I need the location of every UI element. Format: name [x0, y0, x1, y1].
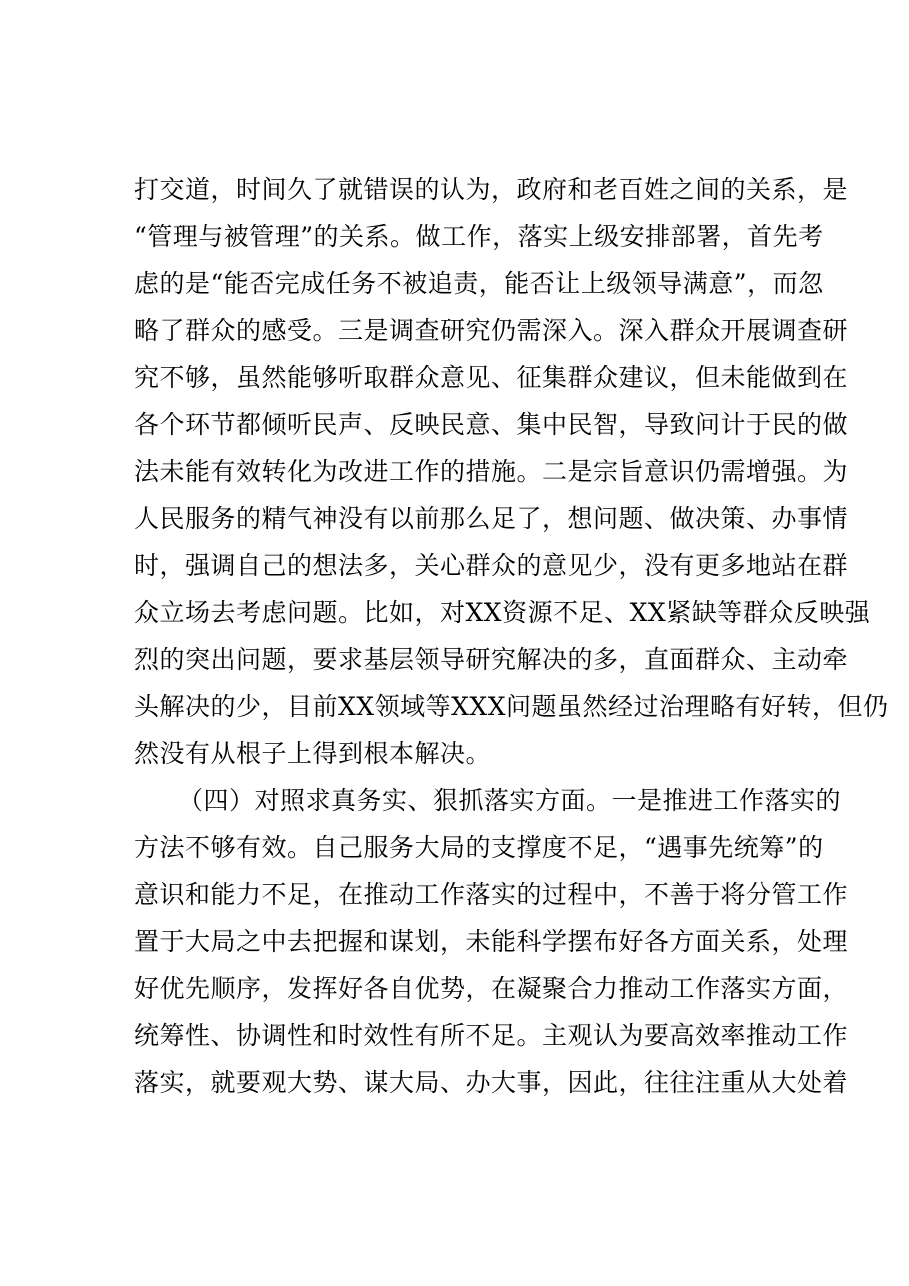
text-line: “管理与被管理”的关系。做工作，落实上级安排部署，首先考	[134, 222, 824, 251]
text-line: 众立场去考虑问题。比如，对XX资源不足、XX紧缺等群众反映强	[134, 598, 871, 627]
text-line: 意识和能力不足，在推动工作落实的过程中，不善于将分管工作	[134, 880, 849, 909]
text-line: 好优先顺序，发挥好各自优势，在凝聚合力推动工作落实方面，	[134, 974, 849, 1003]
text-line: 人民服务的精气神没有以前那么足了，想问题、做决策、办事情	[134, 504, 849, 533]
text-line: 置于大局之中去把握和谋划，未能科学摆布好各方面关系，处理	[134, 927, 849, 956]
text-line: 法未能有效转化为改进工作的措施。二是宗旨意识仍需增强。为	[134, 457, 849, 486]
text-line: 落实，就要观大势、谋大局、办大事，因此，往往注重从大处着	[134, 1068, 849, 1097]
body-text	[134, 166, 889, 1106]
text-line: 时，强调自己的想法多，关心群众的意见少，没有更多地站在群	[134, 551, 849, 580]
text-line: 方法不够有效。自己服务大局的支撑度不足，“遇事先统筹”的	[134, 833, 824, 862]
text-line: 各个环节都倾听民声、反映民意、集中民智，导致问计于民的做	[134, 410, 849, 439]
text-line: 打交道，时间久了就错误的认为，政府和老百姓之间的关系，是	[134, 175, 849, 204]
text-line: 头解决的少，目前XX领域等XXX问题虽然经过治理略有好转，但仍	[134, 692, 889, 721]
text-line: 然没有从根子上得到根本解决。	[134, 739, 492, 768]
text-line: 虑的是“能否完成任务不被追责，能否让上级领导满意”，而忽	[134, 269, 824, 298]
text-line: 究不够，虽然能够听取群众意见、征集群众建议，但未能做到在	[134, 363, 849, 392]
text-line: 略了群众的感受。三是调查研究仍需深入。深入群众开展调查研	[134, 316, 849, 345]
section-heading-line: （四）对照求真务实、狠抓落实方面。一是推进工作落实的	[178, 786, 842, 815]
text-line: 统筹性、协调性和时效性有所不足。主观认为要高效率推动工作	[134, 1021, 849, 1050]
text-line: 烈的突出问题，要求基层领导研究解决的多，直面群众、主动牵	[134, 645, 849, 674]
